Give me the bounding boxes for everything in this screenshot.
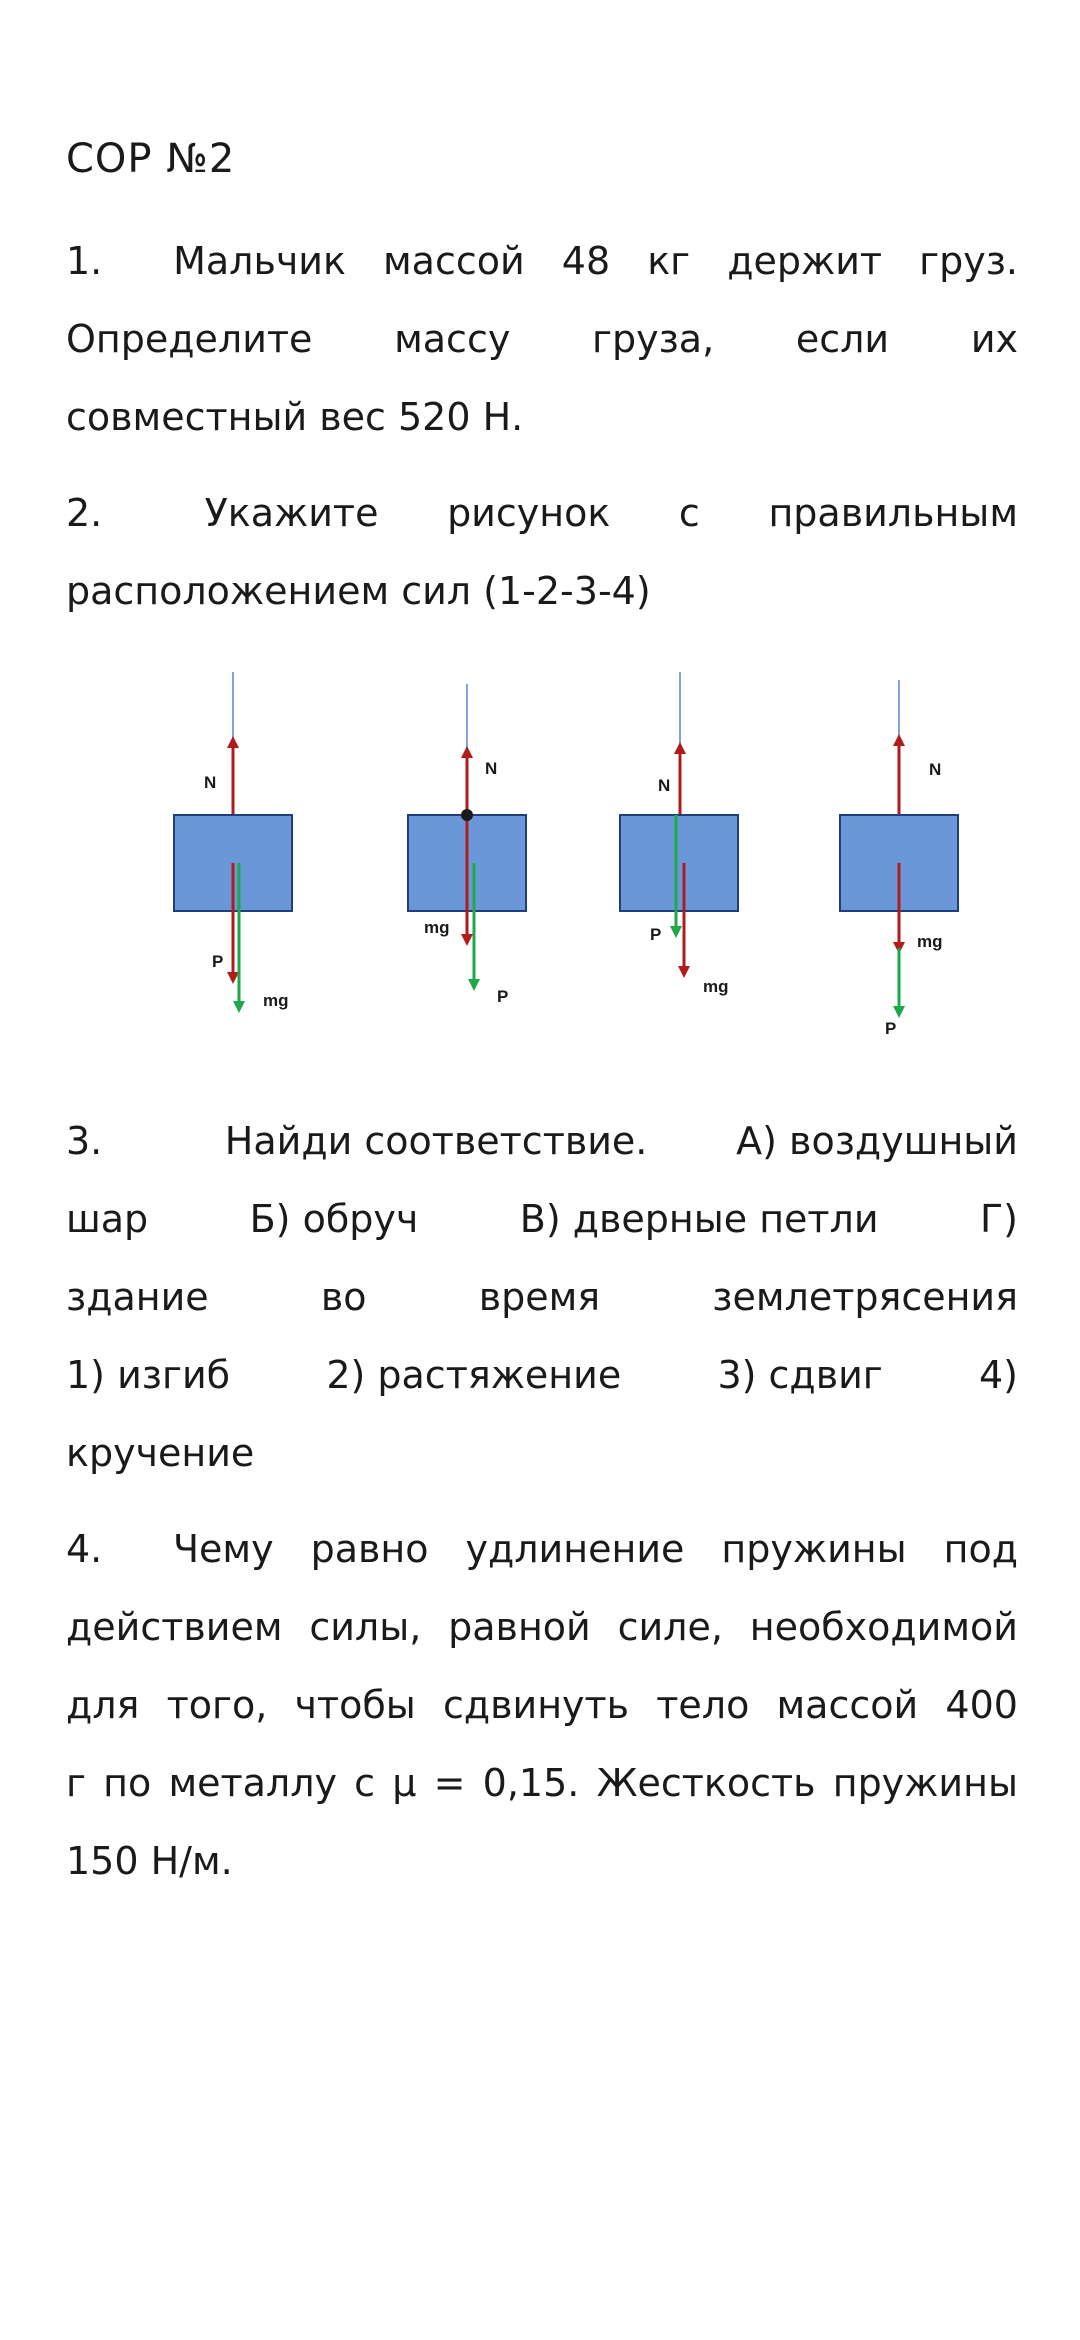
task-number: 2. <box>66 491 103 535</box>
task-number: 4. <box>66 1527 103 1571</box>
label-p: P <box>885 1019 897 1038</box>
task-line: Определите массу груза, если их <box>66 317 1018 361</box>
task-number: 1. <box>66 239 103 283</box>
task-line: действием силы, равной силе, необходимой <box>66 1605 1018 1649</box>
task-line: 1. Мальчик массой 48 кг держит груз. <box>66 222 1018 300</box>
label-n: N <box>658 776 671 795</box>
task-line: совместный вес 520 Н. <box>66 395 524 439</box>
label-n: N <box>485 759 498 778</box>
task-2 <box>66 474 1018 630</box>
label-n: N <box>929 760 942 779</box>
label-n: N <box>204 773 217 792</box>
label-mg: mg <box>703 977 729 996</box>
diagram-2 <box>408 684 526 1006</box>
label-p: P <box>212 952 224 971</box>
block <box>620 815 738 911</box>
task-line: для того, чтобы сдвинуть тело массой 400 <box>66 1683 1018 1727</box>
task-line: расположением сил (1-2-3-4) <box>66 569 651 613</box>
task-line: 4. Чему равно удлинение пружины под <box>66 1510 1018 1588</box>
task-line: 1) изгиб 2) растяжение 3) сдвиг 4) <box>66 1353 1018 1397</box>
label-p: P <box>650 925 662 944</box>
task-1 <box>66 222 1018 456</box>
diagram-1 <box>174 672 292 1010</box>
task-line: г по металлу с μ = 0,15. Жесткость пружины <box>66 1761 1018 1805</box>
attachment-point <box>461 809 473 821</box>
task-line: 2. Укажите рисунок с правильным <box>66 474 1018 552</box>
task-line: шар Б) обруч В) дверные петли Г) <box>66 1197 1018 1241</box>
task-line: 3. Найди соответствие. А) воздушный <box>66 1102 1018 1180</box>
label-mg: mg <box>424 918 450 937</box>
task-line: 150 Н/м. <box>66 1839 233 1883</box>
task-line: кручение <box>66 1431 255 1475</box>
task-3 <box>66 1102 1018 1492</box>
task-number: 3. <box>66 1119 103 1163</box>
label-mg: mg <box>917 932 943 951</box>
label-p: P <box>497 987 509 1006</box>
document-title: СОР №2 <box>66 136 236 182</box>
label-mg: mg <box>263 991 289 1010</box>
task-4 <box>66 1510 1018 1900</box>
task-line: здание во время землетрясения <box>66 1275 1018 1319</box>
diagram-3 <box>620 672 738 996</box>
force-diagrams <box>0 660 1080 1060</box>
diagram-4 <box>840 680 958 1038</box>
